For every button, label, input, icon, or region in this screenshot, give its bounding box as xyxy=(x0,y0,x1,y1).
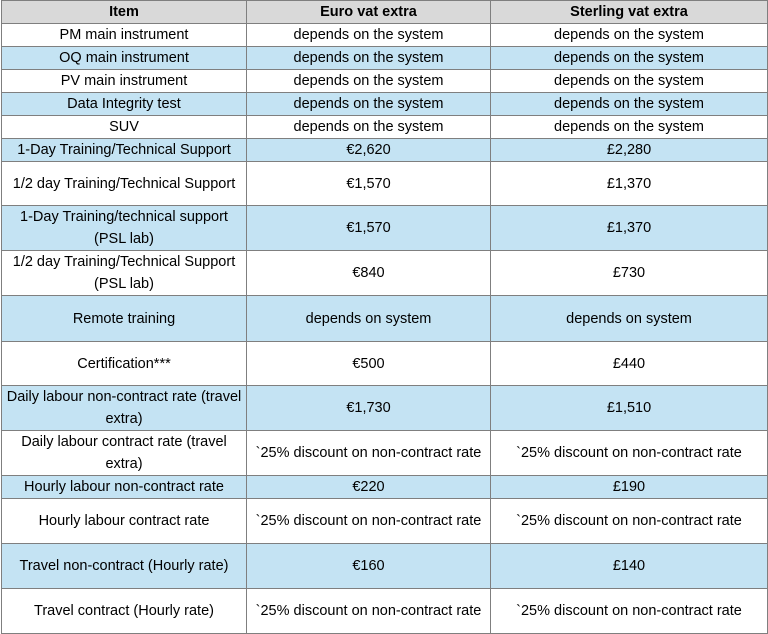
sterling-cell: depends on the system xyxy=(491,70,768,93)
sterling-cell: `25% discount on non-contract rate xyxy=(491,499,768,544)
euro-cell: €500 xyxy=(247,342,491,386)
header-item: Item xyxy=(2,1,247,24)
item-cell: SUV xyxy=(2,116,247,139)
item-cell: Daily labour non-contract rate (travel extra) xyxy=(2,386,247,431)
sterling-cell: depends on the system xyxy=(491,116,768,139)
sterling-cell: £730 xyxy=(491,251,768,296)
table-row xyxy=(2,93,768,116)
sterling-cell: `25% discount on non-contract rate xyxy=(491,431,768,476)
item-cell: 1-Day Training/technical support (PSL lab) xyxy=(2,206,247,251)
item-cell: 1-Day Training/Technical Support xyxy=(2,139,247,162)
euro-cell: depends on the system xyxy=(247,47,491,70)
table-row xyxy=(2,116,768,139)
euro-cell: €840 xyxy=(247,251,491,296)
item-cell: Daily labour contract rate (travel extra) xyxy=(2,431,247,476)
euro-cell: `25% discount on non-contract rate xyxy=(247,499,491,544)
sterling-cell: depends on the system xyxy=(491,47,768,70)
sterling-cell: £1,370 xyxy=(491,206,768,251)
item-cell: 1/2 day Training/Technical Support xyxy=(2,162,247,206)
euro-cell: depends on system xyxy=(247,296,491,342)
item-cell: Data Integrity test xyxy=(2,93,247,116)
sterling-cell: £1,370 xyxy=(491,162,768,206)
euro-cell: €160 xyxy=(247,544,491,589)
item-cell: Hourly labour contract rate xyxy=(2,499,247,544)
item-cell: Travel contract (Hourly rate) xyxy=(2,589,247,634)
header-row xyxy=(2,1,768,24)
euro-cell: `25% discount on non-contract rate xyxy=(247,589,491,634)
item-cell: Hourly labour non-contract rate xyxy=(2,476,247,499)
header-euro: Euro vat extra xyxy=(247,1,491,24)
table-row xyxy=(2,139,768,162)
euro-cell: `25% discount on non-contract rate xyxy=(247,431,491,476)
sterling-cell: £2,280 xyxy=(491,139,768,162)
table-row xyxy=(2,162,768,206)
table-row xyxy=(2,70,768,93)
header-sterling: Sterling vat extra xyxy=(491,1,768,24)
table-row xyxy=(2,251,768,296)
table-row xyxy=(2,296,768,342)
table-row xyxy=(2,386,768,431)
euro-cell: €1,730 xyxy=(247,386,491,431)
table-row xyxy=(2,342,768,386)
item-cell: OQ main instrument xyxy=(2,47,247,70)
item-cell: Remote training xyxy=(2,296,247,342)
euro-cell: €1,570 xyxy=(247,162,491,206)
table-row xyxy=(2,544,768,589)
sterling-cell: depends on the system xyxy=(491,93,768,116)
table-row xyxy=(2,206,768,251)
euro-cell: depends on the system xyxy=(247,24,491,47)
sterling-cell: depends on the system xyxy=(491,24,768,47)
table-row xyxy=(2,476,768,499)
item-cell: Travel non-contract (Hourly rate) xyxy=(2,544,247,589)
table-row xyxy=(2,47,768,70)
price-table xyxy=(1,0,768,634)
euro-cell: €2,620 xyxy=(247,139,491,162)
sterling-cell: £190 xyxy=(491,476,768,499)
item-cell: Certification*** xyxy=(2,342,247,386)
sterling-cell: depends on system xyxy=(491,296,768,342)
euro-cell: depends on the system xyxy=(247,116,491,139)
table-row xyxy=(2,24,768,47)
euro-cell: €1,570 xyxy=(247,206,491,251)
euro-cell: depends on the system xyxy=(247,70,491,93)
item-cell: PV main instrument xyxy=(2,70,247,93)
item-cell: PM main instrument xyxy=(2,24,247,47)
sterling-cell: £440 xyxy=(491,342,768,386)
euro-cell: €220 xyxy=(247,476,491,499)
euro-cell: depends on the system xyxy=(247,93,491,116)
sterling-cell: `25% discount on non-contract rate xyxy=(491,589,768,634)
sterling-cell: £140 xyxy=(491,544,768,589)
table-row xyxy=(2,589,768,634)
table-row xyxy=(2,499,768,544)
sterling-cell: £1,510 xyxy=(491,386,768,431)
table-row xyxy=(2,431,768,476)
item-cell: 1/2 day Training/Technical Support (PSL lab) xyxy=(2,251,247,296)
